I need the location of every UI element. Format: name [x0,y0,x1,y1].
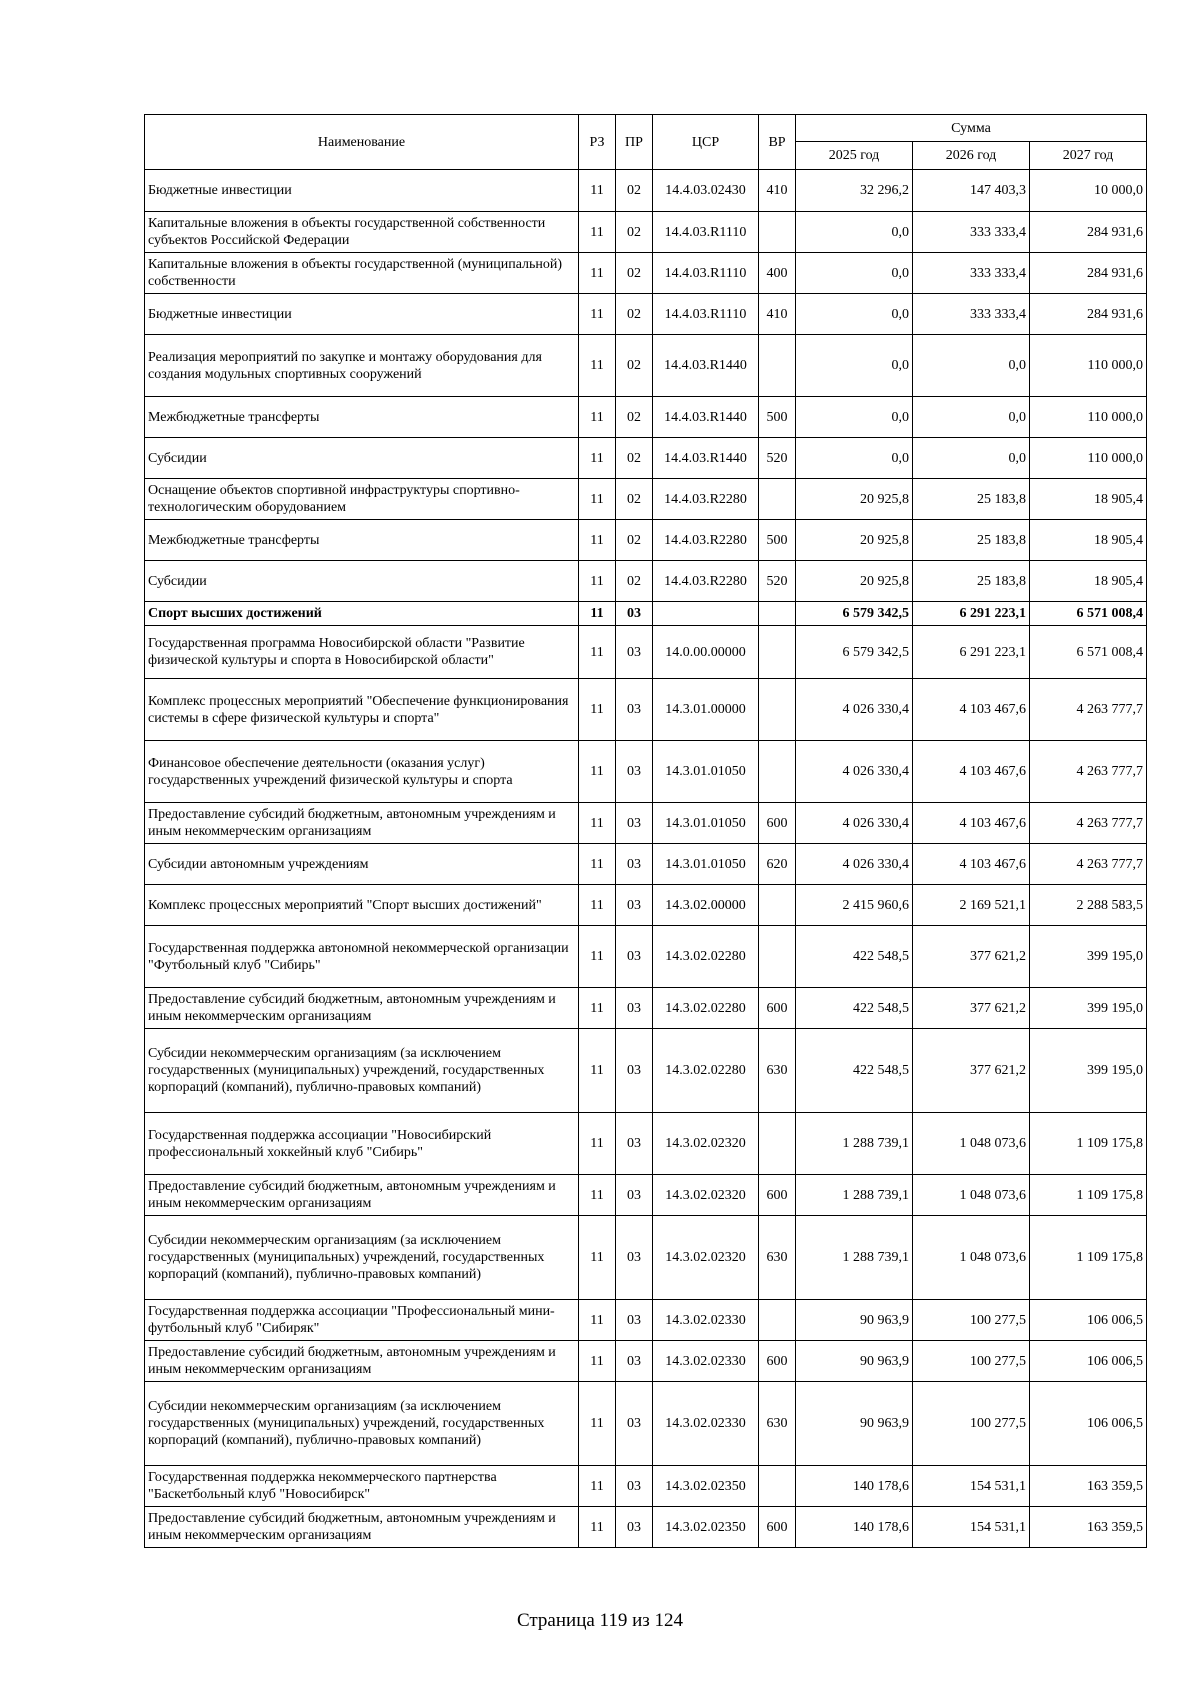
row-sum-2026-cell: 4 103 467,6 [913,741,1030,803]
row-pr-cell: 03 [616,1113,653,1175]
row-sum-2026-cell: 377 621,2 [913,926,1030,988]
row-sum-2026-cell: 1 048 073,6 [913,1113,1030,1175]
row-sum-2026-cell: 6 291 223,1 [913,602,1030,626]
row-name-cell: Комплекс процессных мероприятий "Обеспечение функционирования системы в сфере физической культуры и спорта" [145,679,579,741]
header-year-2025: 2025 год [796,142,913,170]
row-csr-cell: 14.4.03.R2280 [653,520,759,561]
row-sum-2026-cell: 100 277,5 [913,1300,1030,1341]
row-sum-2025-cell: 2 415 960,6 [796,885,913,926]
row-name-cell: Межбюджетные трансферты [145,397,579,438]
row-sum-2027-cell: 399 195,0 [1030,926,1147,988]
row-rz-cell: 11 [579,1029,616,1113]
row-name-cell: Государственная поддержка некоммерческого партнерства "Баскетбольный клуб "Новосибирск" [145,1466,579,1507]
row-sum-2027-cell: 4 263 777,7 [1030,679,1147,741]
row-pr-cell: 02 [616,253,653,294]
row-sum-2025-cell: 0,0 [796,212,913,253]
row-name-cell: Субсидии некоммерческим организациям (за исключением государственных (муниципальных) учреждений, государственных корпораций (компаний), публично-правовых компаний) [145,1216,579,1300]
row-csr-cell: 14.3.02.02330 [653,1341,759,1382]
row-sum-2025-cell: 20 925,8 [796,520,913,561]
row-sum-2027-cell: 6 571 008,4 [1030,602,1147,626]
row-rz-cell: 11 [579,1216,616,1300]
row-sum-2027-cell: 284 931,6 [1030,253,1147,294]
row-pr-cell: 03 [616,1382,653,1466]
row-pr-cell: 03 [616,988,653,1029]
row-vr-cell: 630 [759,1029,796,1113]
row-name-cell: Государственная поддержка ассоциации "Новосибирский профессиональный хоккейный клуб "Сибирь" [145,1113,579,1175]
table-row [145,479,1147,520]
row-sum-2027-cell: 1 109 175,8 [1030,1216,1147,1300]
row-sum-2026-cell: 6 291 223,1 [913,626,1030,679]
row-rz-cell: 11 [579,561,616,602]
row-name-cell: Государственная поддержка ассоциации "Профессиональный мини-футбольный клуб "Сибиряк" [145,1300,579,1341]
row-vr-cell [759,926,796,988]
row-vr-cell: 410 [759,294,796,335]
table-row [145,520,1147,561]
row-name-cell: Бюджетные инвестиции [145,294,579,335]
header-sum: Сумма [796,115,1147,142]
row-sum-2027-cell: 106 006,5 [1030,1300,1147,1341]
row-pr-cell: 02 [616,561,653,602]
row-sum-2026-cell: 100 277,5 [913,1341,1030,1382]
row-csr-cell: 14.3.02.02330 [653,1300,759,1341]
row-sum-2026-cell: 25 183,8 [913,561,1030,602]
row-vr-cell [759,741,796,803]
table-row [145,561,1147,602]
row-vr-cell: 620 [759,844,796,885]
row-pr-cell: 03 [616,602,653,626]
row-csr-cell: 14.4.03.R1440 [653,335,759,397]
row-vr-cell: 400 [759,253,796,294]
row-sum-2025-cell: 4 026 330,4 [796,844,913,885]
row-pr-cell: 02 [616,520,653,561]
row-csr-cell: 14.3.02.02350 [653,1507,759,1548]
row-csr-cell: 14.4.03.R1110 [653,294,759,335]
row-vr-cell: 500 [759,397,796,438]
row-name-cell: Финансовое обеспечение деятельности (оказания услуг) государственных учреждений физической культуры и спорта [145,741,579,803]
table-row [145,1216,1147,1300]
table-row [145,741,1147,803]
row-pr-cell: 03 [616,1507,653,1548]
row-pr-cell: 03 [616,1341,653,1382]
row-sum-2025-cell: 0,0 [796,438,913,479]
row-sum-2026-cell: 4 103 467,6 [913,803,1030,844]
table-row [145,253,1147,294]
row-csr-cell [653,602,759,626]
row-pr-cell: 03 [616,626,653,679]
row-sum-2026-cell: 154 531,1 [913,1466,1030,1507]
row-sum-2025-cell: 422 548,5 [796,988,913,1029]
table-row [145,397,1147,438]
row-csr-cell: 14.4.03.R2280 [653,561,759,602]
row-pr-cell: 02 [616,397,653,438]
row-pr-cell: 03 [616,679,653,741]
row-vr-cell: 500 [759,520,796,561]
row-sum-2027-cell: 110 000,0 [1030,335,1147,397]
row-csr-cell: 14.3.02.02330 [653,1382,759,1466]
row-vr-cell [759,602,796,626]
row-pr-cell: 03 [616,1466,653,1507]
row-pr-cell: 02 [616,212,653,253]
row-sum-2027-cell: 1 109 175,8 [1030,1175,1147,1216]
row-pr-cell: 03 [616,741,653,803]
row-sum-2027-cell: 284 931,6 [1030,294,1147,335]
row-name-cell: Предоставление субсидий бюджетным, автономным учреждениям и иным некоммерческим организациям [145,1175,579,1216]
row-csr-cell: 14.3.02.02350 [653,1466,759,1507]
row-sum-2025-cell: 6 579 342,5 [796,626,913,679]
row-vr-cell: 520 [759,438,796,479]
header-csr: ЦСР [653,115,759,170]
row-csr-cell: 14.3.02.02280 [653,988,759,1029]
row-vr-cell [759,885,796,926]
row-vr-cell: 630 [759,1382,796,1466]
row-rz-cell: 11 [579,626,616,679]
table-header [145,115,1147,170]
table-row [145,844,1147,885]
page-number: Страница 119 из 124 [516,1610,684,1631]
row-sum-2027-cell: 10 000,0 [1030,170,1147,212]
row-sum-2025-cell: 32 296,2 [796,170,913,212]
row-pr-cell: 03 [616,803,653,844]
row-rz-cell: 11 [579,1382,616,1466]
row-sum-2025-cell: 90 963,9 [796,1382,913,1466]
row-rz-cell: 11 [579,1341,616,1382]
header-year-2027: 2027 год [1030,142,1147,170]
table-row [145,1113,1147,1175]
row-vr-cell: 600 [759,988,796,1029]
row-pr-cell: 03 [616,1300,653,1341]
row-sum-2025-cell: 140 178,6 [796,1507,913,1548]
row-name-cell: Предоставление субсидий бюджетным, автономным учреждениям и иным некоммерческим организациям [145,803,579,844]
row-name-cell: Капитальные вложения в объекты государственной собственности субъектов Российской Федерации [145,212,579,253]
row-pr-cell: 03 [616,1216,653,1300]
row-pr-cell: 02 [616,479,653,520]
row-csr-cell: 14.4.03.02430 [653,170,759,212]
row-pr-cell: 03 [616,1175,653,1216]
row-sum-2027-cell: 2 288 583,5 [1030,885,1147,926]
header-vr: ВР [759,115,796,170]
row-name-cell: Государственная поддержка автономной некоммерческой организации "Футбольный клуб "Сибирь" [145,926,579,988]
row-csr-cell: 14.3.01.01050 [653,844,759,885]
row-csr-cell: 14.3.01.01050 [653,741,759,803]
row-rz-cell: 11 [579,988,616,1029]
row-vr-cell [759,335,796,397]
row-rz-cell: 11 [579,844,616,885]
row-csr-cell: 14.4.03.R1110 [653,253,759,294]
row-sum-2027-cell: 4 263 777,7 [1030,741,1147,803]
row-name-cell: Предоставление субсидий бюджетным, автономным учреждениям и иным некоммерческим организациям [145,1507,579,1548]
row-csr-cell: 14.4.03.R1440 [653,397,759,438]
row-rz-cell: 11 [579,1507,616,1548]
row-sum-2026-cell: 1 048 073,6 [913,1175,1030,1216]
table-row [145,212,1147,253]
row-csr-cell: 14.3.02.02320 [653,1113,759,1175]
row-pr-cell: 02 [616,335,653,397]
row-sum-2025-cell: 90 963,9 [796,1341,913,1382]
row-sum-2025-cell: 4 026 330,4 [796,803,913,844]
budget-sheet [144,114,1146,1548]
row-sum-2026-cell: 25 183,8 [913,479,1030,520]
header-year-2026: 2026 год [913,142,1030,170]
row-sum-2025-cell: 6 579 342,5 [796,602,913,626]
row-vr-cell [759,1466,796,1507]
row-rz-cell: 11 [579,1466,616,1507]
row-rz-cell: 11 [579,170,616,212]
row-sum-2026-cell: 333 333,4 [913,253,1030,294]
row-vr-cell: 600 [759,1175,796,1216]
row-sum-2027-cell: 18 905,4 [1030,520,1147,561]
row-name-cell: Комплекс процессных мероприятий "Спорт высших достижений" [145,885,579,926]
row-name-cell: Субсидии [145,438,579,479]
table-row [145,294,1147,335]
row-csr-cell: 14.3.02.02320 [653,1175,759,1216]
row-name-cell: Реализация мероприятий по закупке и монтажу оборудования для создания модульных спортивных сооружений [145,335,579,397]
table-row [145,1175,1147,1216]
row-sum-2026-cell: 377 621,2 [913,988,1030,1029]
row-name-cell: Бюджетные инвестиции [145,170,579,212]
row-name-cell: Предоставление субсидий бюджетным, автономным учреждениям и иным некоммерческим организациям [145,1341,579,1382]
row-sum-2025-cell: 422 548,5 [796,926,913,988]
table-row [145,988,1147,1029]
row-sum-2026-cell: 25 183,8 [913,520,1030,561]
row-name-cell: Субсидии некоммерческим организациям (за исключением государственных (муниципальных) учреждений, государственных корпораций (компаний), публично-правовых компаний) [145,1029,579,1113]
row-sum-2027-cell: 399 195,0 [1030,988,1147,1029]
row-pr-cell: 03 [616,926,653,988]
row-sum-2026-cell: 147 403,3 [913,170,1030,212]
row-sum-2025-cell: 1 288 739,1 [796,1113,913,1175]
row-rz-cell: 11 [579,520,616,561]
row-rz-cell: 11 [579,397,616,438]
row-csr-cell: 14.3.02.02320 [653,1216,759,1300]
table-row [145,170,1147,212]
row-vr-cell: 600 [759,1507,796,1548]
table-row [145,1466,1147,1507]
header-rz: РЗ [579,115,616,170]
row-rz-cell: 11 [579,1113,616,1175]
row-sum-2025-cell: 422 548,5 [796,1029,913,1113]
row-sum-2025-cell: 1 288 739,1 [796,1175,913,1216]
row-vr-cell [759,1300,796,1341]
row-sum-2027-cell: 284 931,6 [1030,212,1147,253]
row-sum-2026-cell: 4 103 467,6 [913,844,1030,885]
table-row [145,803,1147,844]
row-sum-2025-cell: 90 963,9 [796,1300,913,1341]
row-vr-cell: 600 [759,1341,796,1382]
row-sum-2026-cell: 4 103 467,6 [913,679,1030,741]
row-name-cell: Межбюджетные трансферты [145,520,579,561]
table-row [145,885,1147,926]
row-sum-2026-cell: 2 169 521,1 [913,885,1030,926]
row-rz-cell: 11 [579,335,616,397]
row-rz-cell: 11 [579,803,616,844]
row-sum-2026-cell: 377 621,2 [913,1029,1030,1113]
row-sum-2025-cell: 20 925,8 [796,479,913,520]
row-sum-2025-cell: 20 925,8 [796,561,913,602]
row-rz-cell: 11 [579,438,616,479]
row-vr-cell [759,479,796,520]
row-sum-2025-cell: 4 026 330,4 [796,741,913,803]
row-sum-2027-cell: 163 359,5 [1030,1466,1147,1507]
row-csr-cell: 14.4.03.R1110 [653,212,759,253]
row-csr-cell: 14.3.02.02280 [653,1029,759,1113]
table-row [145,438,1147,479]
row-sum-2027-cell: 106 006,5 [1030,1382,1147,1466]
table-row [145,679,1147,741]
row-sum-2026-cell: 333 333,4 [913,212,1030,253]
row-vr-cell: 520 [759,561,796,602]
row-pr-cell: 03 [616,844,653,885]
table-row [145,1507,1147,1548]
row-rz-cell: 11 [579,741,616,803]
row-sum-2026-cell: 100 277,5 [913,1382,1030,1466]
row-csr-cell: 14.4.03.R2280 [653,479,759,520]
row-sum-2025-cell: 140 178,6 [796,1466,913,1507]
row-sum-2027-cell: 110 000,0 [1030,397,1147,438]
row-name-cell: Государственная программа Новосибирской области "Развитие физической культуры и спорта в Новосибирской области" [145,626,579,679]
budget-table [144,114,1147,1548]
row-sum-2026-cell: 154 531,1 [913,1507,1030,1548]
row-sum-2026-cell: 0,0 [913,397,1030,438]
row-sum-2027-cell: 4 263 777,7 [1030,844,1147,885]
row-rz-cell: 11 [579,926,616,988]
table-row [145,1029,1147,1113]
row-name-cell: Оснащение объектов спортивной инфраструктуры спортивно-технологическим оборудованием [145,479,579,520]
row-csr-cell: 14.3.02.02280 [653,926,759,988]
row-sum-2027-cell: 6 571 008,4 [1030,626,1147,679]
row-name-cell: Субсидии [145,561,579,602]
row-csr-cell: 14.4.03.R1440 [653,438,759,479]
table-row [145,602,1147,626]
row-pr-cell: 02 [616,438,653,479]
row-rz-cell: 11 [579,479,616,520]
row-rz-cell: 11 [579,253,616,294]
row-name-cell: Субсидии автономным учреждениям [145,844,579,885]
row-name-cell: Спорт высших достижений [145,602,579,626]
row-sum-2026-cell: 1 048 073,6 [913,1216,1030,1300]
row-sum-2027-cell: 106 006,5 [1030,1341,1147,1382]
row-name-cell: Субсидии некоммерческим организациям (за исключением государственных (муниципальных) учреждений, государственных корпораций (компаний), публично-правовых компаний) [145,1382,579,1466]
row-rz-cell: 11 [579,679,616,741]
row-pr-cell: 03 [616,1029,653,1113]
row-sum-2027-cell: 163 359,5 [1030,1507,1147,1548]
row-csr-cell: 14.3.01.00000 [653,679,759,741]
row-vr-cell: 600 [759,803,796,844]
row-sum-2026-cell: 333 333,4 [913,294,1030,335]
row-sum-2026-cell: 0,0 [913,335,1030,397]
row-sum-2026-cell: 0,0 [913,438,1030,479]
row-sum-2027-cell: 110 000,0 [1030,438,1147,479]
table-row [145,926,1147,988]
table-row [145,1341,1147,1382]
row-name-cell: Предоставление субсидий бюджетным, автономным учреждениям и иным некоммерческим организациям [145,988,579,1029]
row-sum-2025-cell: 0,0 [796,335,913,397]
row-sum-2025-cell: 0,0 [796,397,913,438]
row-csr-cell: 14.0.00.00000 [653,626,759,679]
row-csr-cell: 14.3.02.00000 [653,885,759,926]
row-sum-2027-cell: 18 905,4 [1030,479,1147,520]
row-pr-cell: 02 [616,294,653,335]
table-row [145,335,1147,397]
row-sum-2027-cell: 18 905,4 [1030,561,1147,602]
row-vr-cell [759,626,796,679]
row-sum-2027-cell: 399 195,0 [1030,1029,1147,1113]
row-vr-cell: 630 [759,1216,796,1300]
row-sum-2025-cell: 4 026 330,4 [796,679,913,741]
row-vr-cell [759,1113,796,1175]
row-rz-cell: 11 [579,602,616,626]
row-rz-cell: 11 [579,1175,616,1216]
row-rz-cell: 11 [579,1300,616,1341]
row-vr-cell [759,212,796,253]
table-body [145,170,1147,1548]
row-sum-2027-cell: 1 109 175,8 [1030,1113,1147,1175]
row-sum-2025-cell: 0,0 [796,253,913,294]
row-sum-2025-cell: 1 288 739,1 [796,1216,913,1300]
row-rz-cell: 11 [579,885,616,926]
row-name-cell: Капитальные вложения в объекты государственной (муниципальной) собственности [145,253,579,294]
header-pr: ПР [616,115,653,170]
row-pr-cell: 02 [616,170,653,212]
header-name: Наименование [145,115,579,170]
table-row [145,626,1147,679]
row-pr-cell: 03 [616,885,653,926]
row-vr-cell [759,679,796,741]
table-row [145,1382,1147,1466]
row-rz-cell: 11 [579,294,616,335]
row-sum-2025-cell: 0,0 [796,294,913,335]
row-sum-2027-cell: 4 263 777,7 [1030,803,1147,844]
row-csr-cell: 14.3.01.01050 [653,803,759,844]
table-row [145,1300,1147,1341]
row-rz-cell: 11 [579,212,616,253]
row-vr-cell: 410 [759,170,796,212]
